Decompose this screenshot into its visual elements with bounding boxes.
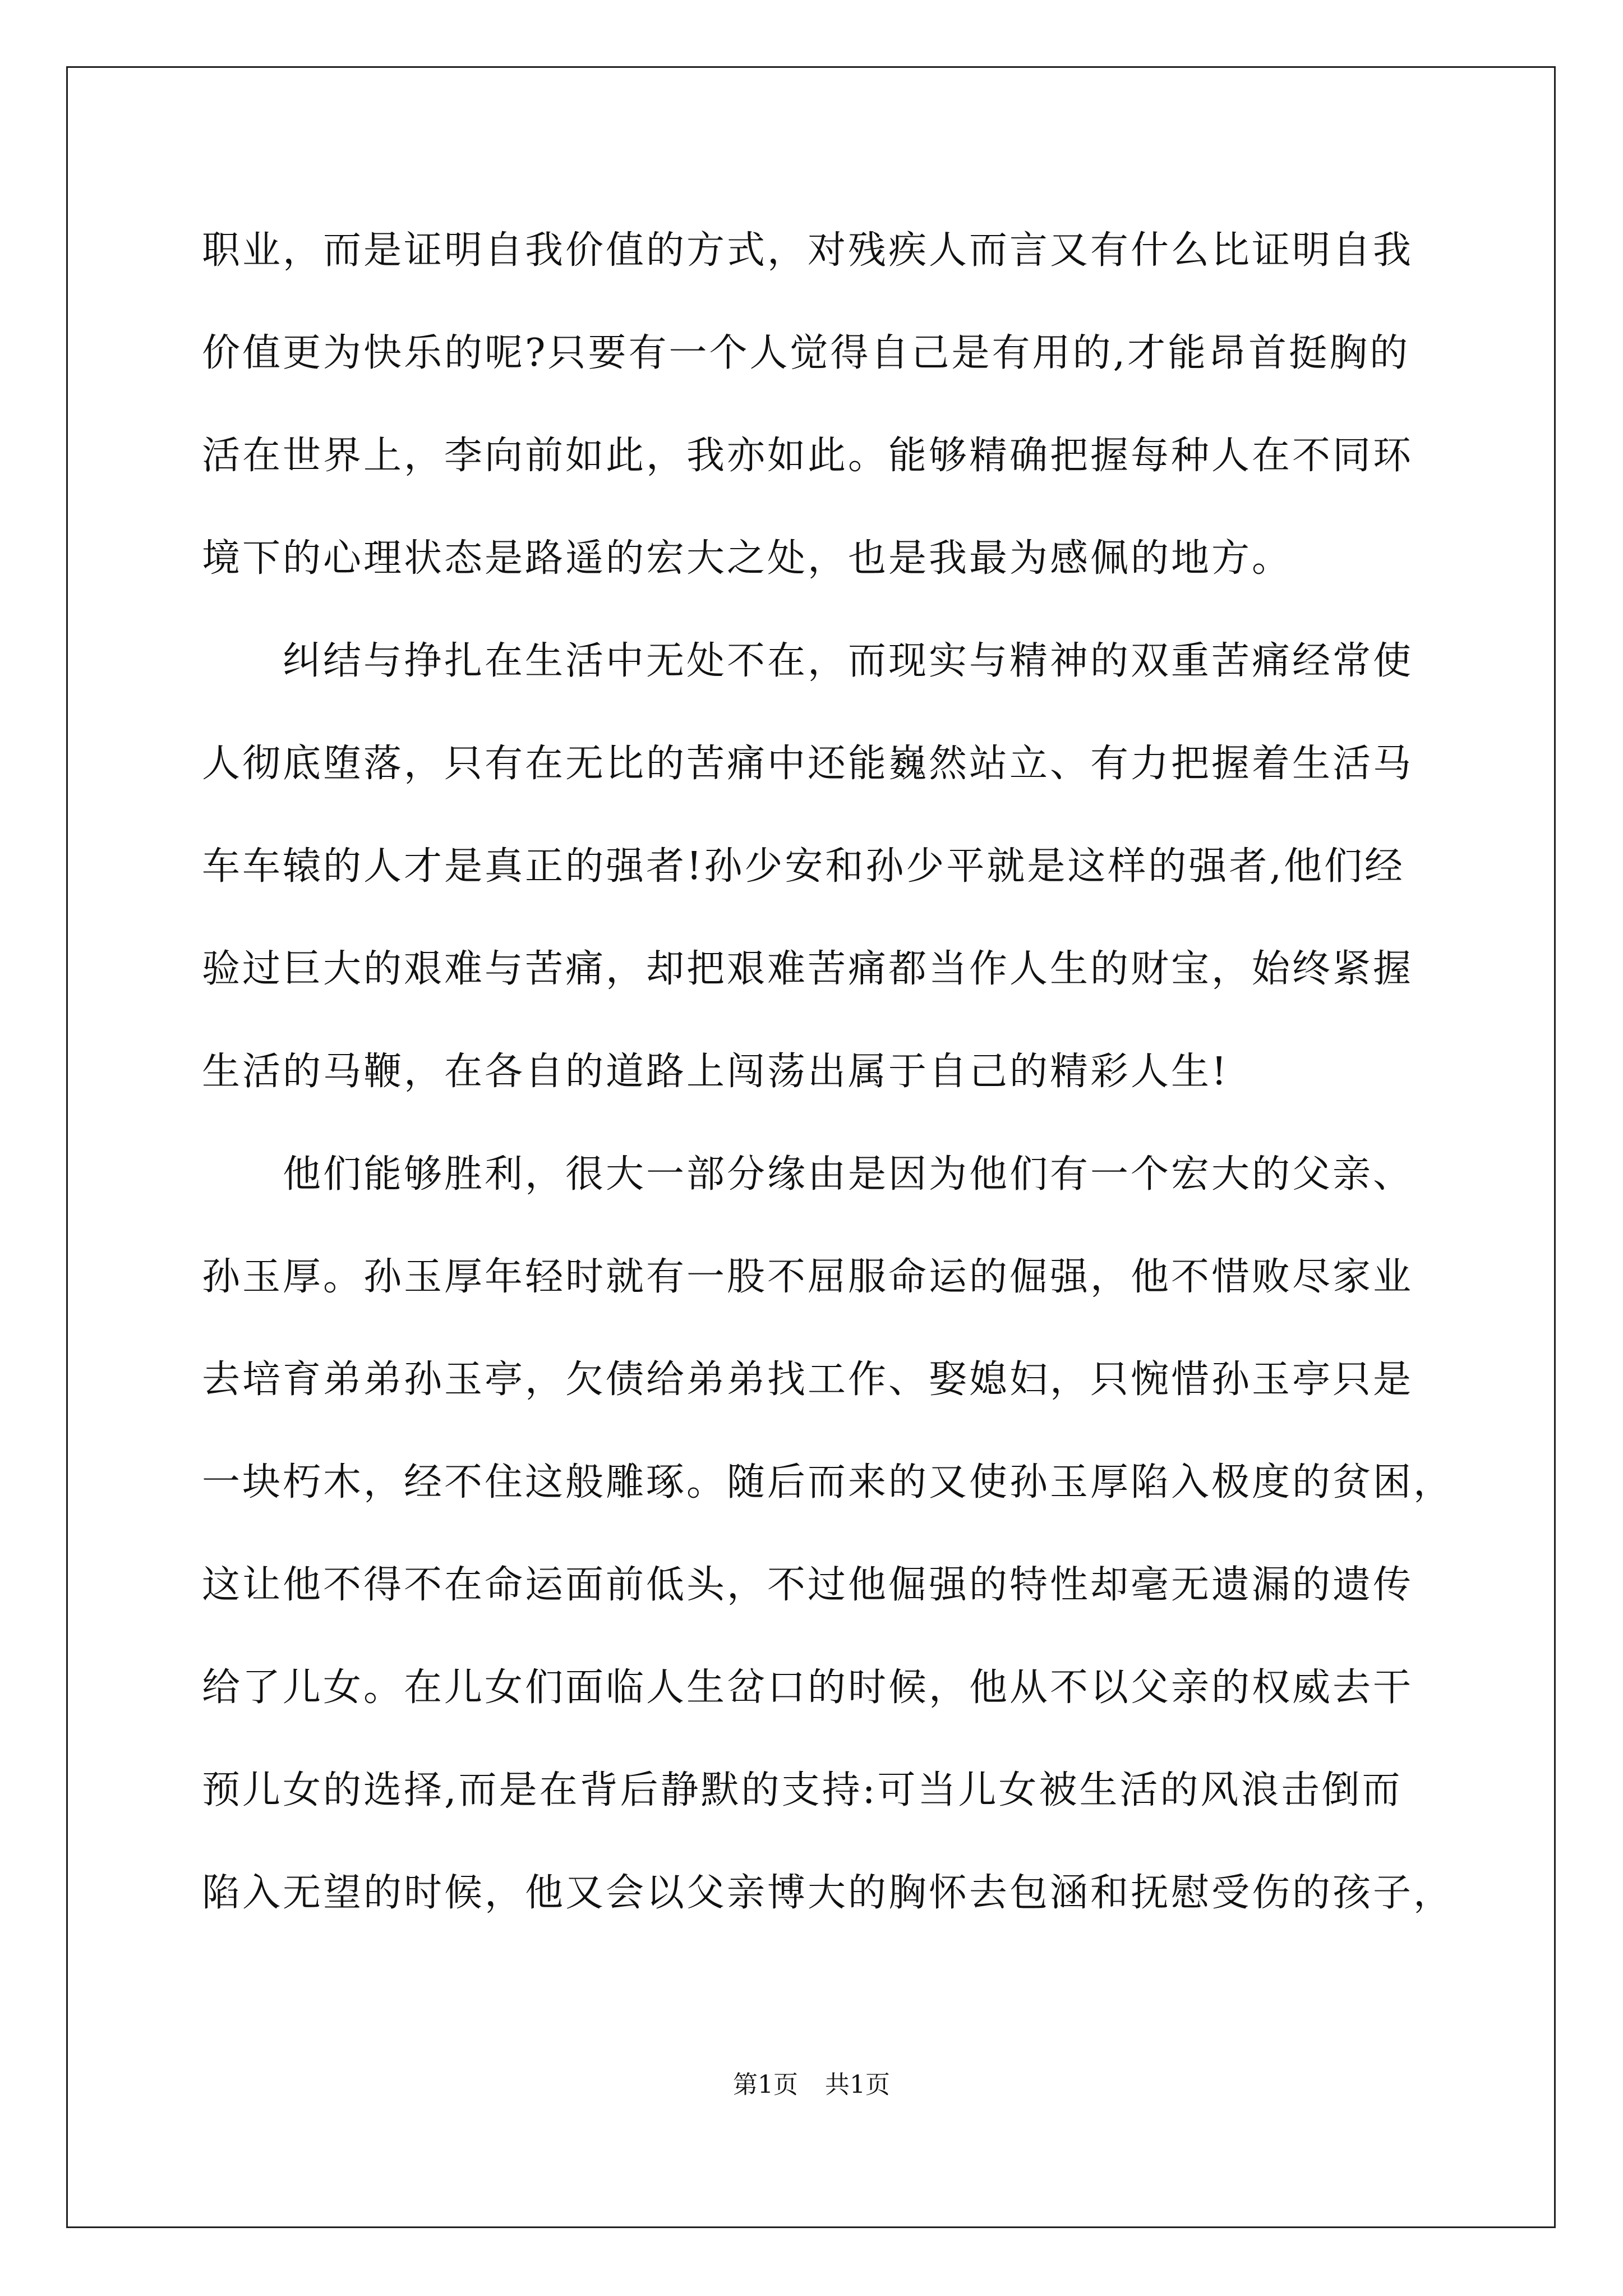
page-total: 共1页 [825,2070,890,2099]
paragraph-start-line: 他们能够胜利，很大一部分缘由是因为他们有一个宏大的父亲、 [283,1152,1414,1197]
document-body [202,199,1454,1944]
paragraph-start-line: 纠结与挣扎在生活中无处不在，而现实与精神的双重苦痛经常使 [283,639,1414,683]
text-line: 价值更为快乐的呢?只要有一个人觉得自己是有用的,才能昂首挺胸的 [202,331,1410,375]
text-line: 这让他不得不在命运面前低头，不过他倔强的特性却毫无遗漏的遗传 [202,1563,1414,1607]
text-line: 活在世界上，李向前如此，我亦如此。能够精确把握每种人在不同环 [202,434,1414,478]
text-line: 一块朽木，经不住这般雕琢。随后而来的又使孙玉厚陷入极度的贫困， [202,1460,1454,1504]
text-line: 车车辕的人才是真正的强者!孙少安和孙少平就是这样的强者,他们经 [202,844,1405,889]
text-line: 验过巨大的艰难与苦痛，却把艰难苦痛都当作人生的财宝，始终紧握 [202,947,1414,991]
text-line: 去培育弟弟孙玉亭，欠债给弟弟找工作、娶媳妇，只惋惜孙玉亭只是 [202,1358,1414,1402]
text-line: 预儿女的选择,而是在背后静默的支持:可当儿女被生活的风浪击倒而 [202,1768,1403,1812]
text-line: 境下的心理状态是路遥的宏大之处，也是我最为感佩的地方。 [202,536,1293,581]
text-line: 生活的马鞭，在各自的道路上闯荡出属于自己的精彩人生! [202,1050,1229,1094]
page-footer [0,2064,1623,2100]
page-number: 第1页 [733,2070,798,2099]
text-line: 孙玉厚。孙玉厚年轻时就有一股不屈服命运的倔强，他不惜败尽家业 [202,1255,1414,1299]
text-line: 人彻底堕落，只有在无比的苦痛中还能巍然站立、有力把握着生活马 [202,742,1414,786]
text-line: 陷入无望的时候，他又会以父亲博大的胸怀去包涵和抚慰受伤的孩子， [202,1871,1454,1915]
text-line: 职业，而是证明自我价值的方式，对残疾人而言又有什么比证明自我 [202,228,1414,273]
text-line: 给了儿女。在儿女们面临人生岔口的时候，他从不以父亲的权威去干 [202,1665,1414,1710]
